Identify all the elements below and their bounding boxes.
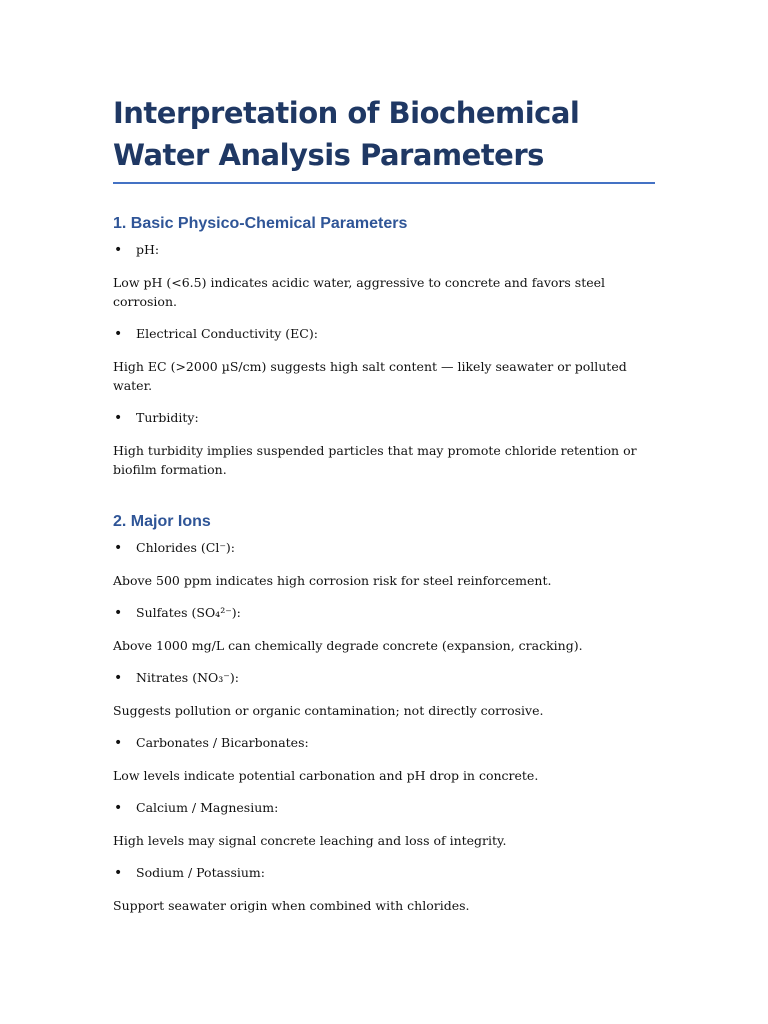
bullet-icon: •	[114, 735, 123, 751]
bullet-item	[113, 604, 655, 622]
bullet-icon: •	[114, 242, 123, 258]
bullet-label: Sodium / Potassium:	[136, 865, 265, 880]
paragraph: Low pH (<6.5) indicates acidic water, aggressive to concrete and favors steel corrosion.	[113, 275, 606, 309]
bullet-label: Chlorides (Cl⁻):	[136, 540, 236, 555]
bullet-item	[113, 409, 655, 427]
document-page	[113, 92, 655, 915]
paragraph: High EC (>2000 µS/cm) suggests high salt content — likely seawater or polluted water.	[113, 359, 627, 393]
paragraph: Low levels indicate potential carbonation and pH drop in concrete.	[113, 768, 539, 783]
bullet-label: pH:	[136, 242, 160, 257]
paragraph: Support seawater origin when combined with chlorides.	[113, 898, 470, 913]
bullet-label: Carbonates / Bicarbonates:	[136, 735, 309, 750]
bullet-item	[113, 734, 655, 752]
paragraph: Above 500 ppm indicates high corrosion risk for steel reinforcement.	[113, 573, 552, 588]
bullet-label: Electrical Conductivity (EC):	[136, 326, 318, 341]
bullet-item	[113, 799, 655, 817]
bullet-item	[113, 539, 655, 557]
section-heading-ions: 2. Major Ions	[113, 513, 211, 530]
section-heading-basic: 1. Basic Physico-Chemical Parameters	[113, 215, 408, 232]
bullet-item	[113, 669, 655, 687]
bullet-item	[113, 241, 655, 259]
bullet-icon: •	[114, 865, 123, 881]
title-underline	[113, 182, 655, 184]
document-title: Interpretation of Biochemical Water Analysis Parameters	[113, 96, 580, 172]
bullet-label: Sulfates (SO₄²⁻):	[136, 605, 241, 620]
paragraph: High turbidity implies suspended particles that may promote chloride retention or biofilm formation.	[113, 443, 637, 477]
bullet-label: Nitrates (NO₃⁻):	[136, 670, 239, 685]
bullet-label: Calcium / Magnesium:	[136, 800, 279, 815]
bullet-icon: •	[114, 670, 123, 686]
paragraph: Above 1000 mg/L can chemically degrade concrete (expansion, cracking).	[113, 638, 583, 653]
bullet-item	[113, 325, 655, 343]
paragraph: High levels may signal concrete leaching and loss of integrity.	[113, 833, 507, 848]
paragraph: Suggests pollution or organic contamination; not directly corrosive.	[113, 703, 544, 718]
bullet-icon: •	[114, 605, 123, 621]
bullet-icon: •	[114, 540, 123, 556]
bullet-icon: •	[114, 800, 123, 816]
bullet-icon: •	[114, 410, 123, 426]
bullet-label: Turbidity:	[136, 410, 199, 425]
bullet-icon: •	[114, 326, 123, 342]
bullet-item	[113, 864, 655, 882]
